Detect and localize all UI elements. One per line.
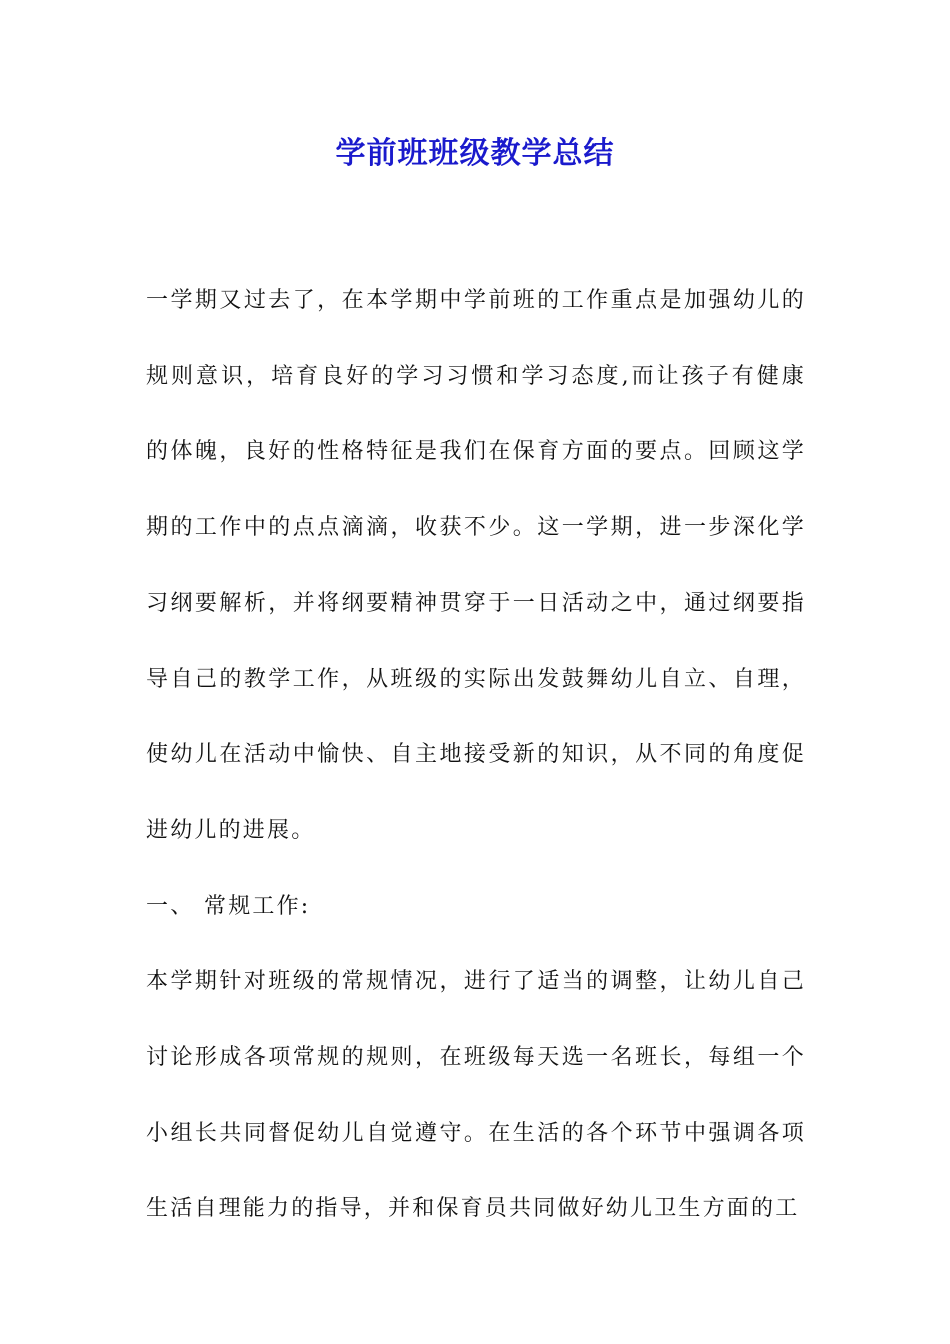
section-paragraph: 本学期针对班级的常规情况，进行了适当的调整，让幼儿自己讨论形成各项常规的规则，在班级每天选一名班长，每组一个小组长共同督促幼儿自觉遵守。在生活的各个环节中强调各项生活自理能力的指导，并和保育员共同做好幼儿卫生方面的工 (146, 969, 806, 1222)
document-title: 学前班班级教学总结 (335, 136, 615, 171)
section-heading-text: 常规工作: (204, 893, 311, 919)
section-heading (146, 869, 806, 945)
document-body (146, 263, 806, 1247)
section-number: 一、 (146, 893, 195, 919)
intro-paragraph: 一学期又过去了，在本学期中学前班的工作重点是加强幼儿的规则意识，培育良好的学习习惯和学习态度,而让孩子有健康的体魄，良好的性格特征是我们在保育方面的要点。回顾这学期的工作中的点点滴滴，收获不少。这一学期，进一步深化学习纲要解析，并将纲要精神贯穿于一日活动之中，通过纲要指导自己的教学工作，从班级的实际出发鼓舞幼儿自立、自理，使幼儿在活动中愉快、自主地接受新的知识，从不同的角度促进幼儿的进展。 (146, 288, 806, 843)
